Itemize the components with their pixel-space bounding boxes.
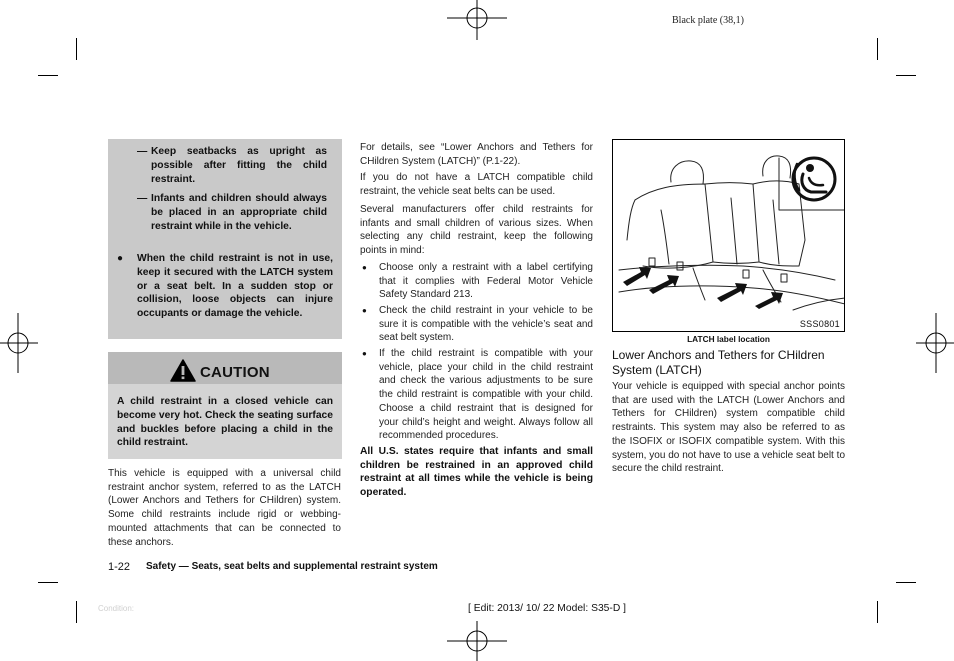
requirement-note: All U.S. states require that infants and small children be restrained in an approved child restraint at all times while the vehicle is being operated. [360,446,593,499]
crop-mark [896,582,916,583]
crop-mark [76,601,77,623]
warning-triangle-icon [170,359,196,382]
crop-mark [76,38,77,60]
latch-figure [612,139,845,332]
paragraph: If you do not have a LATCH compatible child restraint, the vehicle seat belts can be used. [360,172,593,197]
paragraph: Several manufacturers offer child restraints for infants and small children of various sizes. When selecting any child restraint, keep the following points in mind: [360,204,593,257]
crop-mark [38,75,58,76]
dash-marker: — [137,146,148,157]
bullet-marker: ● [362,263,367,272]
crop-mark [896,75,916,76]
registration-mark-left [0,313,38,373]
figure-caption: LATCH label location [687,334,770,344]
condition-label: Condition: [98,604,135,613]
paragraph: For details, see “Lower Anchors and Tethers for CHildren System (LATCH)” (P.1-22). [360,142,593,167]
warning-dash-item: Keep seatbacks as upright as possible after fitting the child restraint. [151,146,327,185]
registration-mark-bottom [447,621,507,661]
plate-label: Black plate (38,1) [672,15,744,26]
latch-symbol-icon [793,158,835,200]
bullet-item: Choose only a restraint with a label certifying that it complies with Federal Motor Vehicle Safety Standard 213. [379,262,593,301]
rear-seat-illustration [613,140,845,332]
registration-mark-right [916,313,954,373]
page-number: 1-22 [108,561,131,573]
warning-bullet-item: When the child restraint is not in use, keep it secured with the LATCH system or a seat belt. In a sudden stop or collision, loose objects can injure occupants or damage the vehicle. [137,253,333,320]
bullet-item: If the child restraint is compatible with your vehicle, place your child in the child restraint and check the various adjustments to be sure the child restraint is compatible with your child. Choose a child restraint that is designed for your child’s height and weight. Always follow all recommended procedures. [379,348,593,442]
crop-mark [877,38,878,60]
footer-section-title: Safety — Seats, seat belts and supplemental restraint system [146,561,438,572]
warning-dash-item: Infants and children should always be placed in an appropriate child restraint while in the vehicle. [151,193,327,232]
edit-info: [ Edit: 2013/ 10/ 22 Model: S35-D ] [468,603,626,614]
crop-mark [877,601,878,623]
caution-text: A child restraint in a closed vehicle can become very hot. Check the seating surface and buckles before placing a child in the child restraint. [117,396,333,449]
bullet-marker: ● [362,349,367,358]
registration-mark-top [447,0,507,40]
latch-paragraph: Your vehicle is equipped with special anchor points that are used with the LATCH (Lower Anchors and Tethers for CHildren) system compatible child restraints. This system may also be referred to as the ISOFIX or ISOFIX compatible system. With this system, you do not have to use a vehicle seat belt to secure the child restraint. [612,381,845,475]
caution-label: CAUTION [200,364,270,381]
bullet-marker: ● [362,306,367,315]
dash-marker: — [137,193,148,204]
bullet-marker: ● [117,253,124,264]
bullet-item: Check the child restraint in your vehicle to be sure it is compatible with the vehicle’s seat and seat belt system. [379,305,593,344]
figure-code: SSS0801 [799,319,840,329]
crop-mark [38,582,58,583]
section-heading: Lower Anchors and Tethers for CHildren System (LATCH) [612,348,825,377]
latch-intro-paragraph: This vehicle is equipped with a universal child restraint anchor system, referred to as the LATCH (Lower Anchors and Tethers for CHildren) system. Some child restraints include rigid or webbing-mounted attachments that can be connected to these anchors. [108,468,341,548]
